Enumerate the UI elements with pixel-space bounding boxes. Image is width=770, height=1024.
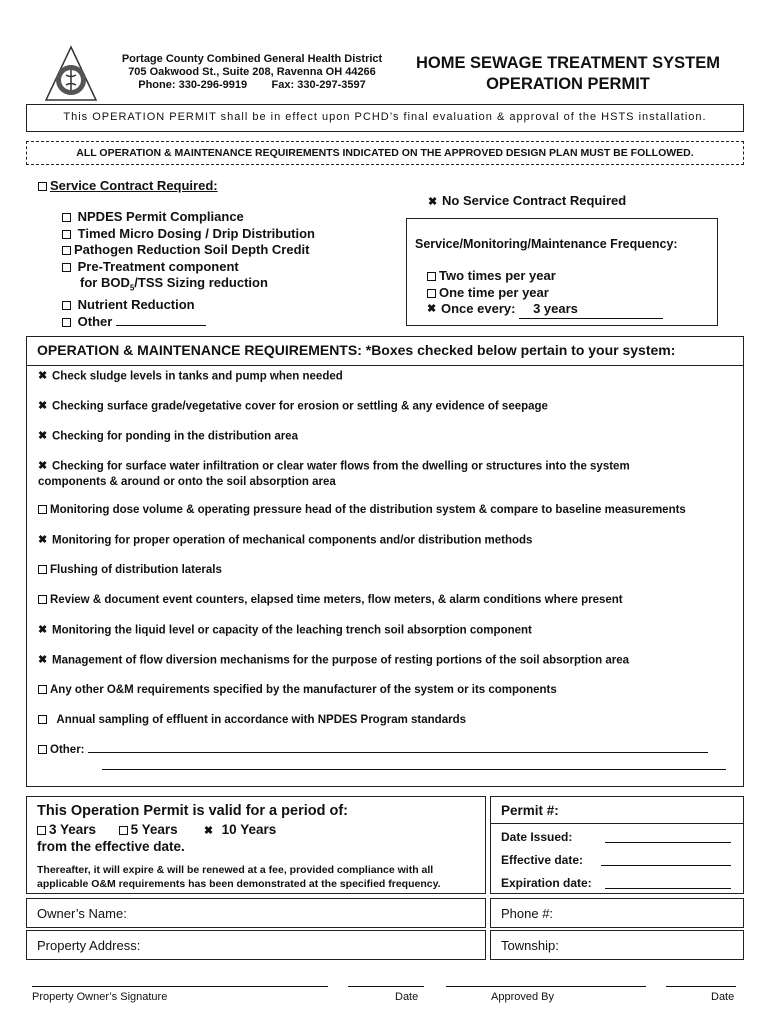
service-items (62, 209, 315, 330)
service-item-other[interactable]: Other (62, 314, 315, 331)
checkbox (38, 745, 47, 754)
checked-x-icon: ✖ (203, 824, 214, 837)
other-line[interactable] (88, 752, 708, 753)
date-line-1[interactable] (348, 986, 424, 987)
date-label-1: Date (395, 991, 419, 1003)
township-label: Township: (501, 938, 559, 953)
checkbox[interactable] (427, 272, 436, 281)
checkbox (38, 505, 47, 514)
checkbox (37, 826, 46, 835)
checked-x-icon: ✖ (38, 624, 48, 636)
org-contact (116, 79, 388, 92)
owner-signature-label: Property Owner’s Signature (32, 991, 168, 1003)
property-address-field[interactable] (26, 930, 486, 960)
opt-3-years[interactable]: 3 Years (37, 822, 96, 837)
checked-x-icon: ✖ (428, 196, 438, 209)
om-item-other[interactable]: Other: (38, 743, 708, 758)
service-item-pathogen[interactable]: Pathogen Reduction Soil Depth Credit (62, 242, 315, 259)
service-item-npdes[interactable]: NPDES Permit Compliance (62, 209, 315, 226)
frequency-box (406, 218, 718, 326)
phone-label: Phone #: (501, 906, 554, 921)
checkbox (38, 565, 47, 574)
org-address: 705 Oakwood St., Suite 208, Ravenna OH 44266 (128, 66, 376, 78)
validity-options (37, 822, 276, 837)
opt-5-years[interactable]: 5 Years (119, 822, 178, 837)
notice-text: This OPERATION PERMIT shall be in effect upon PCHD’s final evaluation & approval of the HSTS installation. (63, 111, 707, 123)
township-field[interactable] (490, 930, 744, 960)
checkbox[interactable] (62, 230, 71, 239)
other-line-2[interactable] (102, 769, 726, 770)
date-line-2[interactable] (666, 986, 736, 987)
checkbox (38, 685, 47, 694)
service-item-micro-dosing[interactable]: Timed Micro Dosing / Drip Distribution (62, 226, 315, 243)
phone-field[interactable] (490, 898, 744, 928)
validity-thereafter: Thereafter, it will expire & will be renewed at a fee, provided compliance with all applicable O&M requirements has been demonstrated at the specified frequency. (37, 864, 441, 890)
om-item[interactable]: Monitoring dose volume & operating pressure head of the distribution system & compare to baseline measurements (38, 503, 686, 518)
page-title-line1: HOME SEWAGE TREATMENT SYSTEM (415, 54, 721, 72)
date-label-2: Date (711, 991, 735, 1003)
om-item[interactable]: Flushing of distribution laterals (38, 563, 222, 578)
checkbox[interactable] (62, 263, 71, 272)
checked-x-icon: ✖ (38, 460, 48, 472)
checked-x-icon: ✖ (38, 430, 48, 442)
other-line[interactable] (116, 325, 206, 326)
checked-x-icon: ✖ (38, 534, 48, 546)
owner-name-label: Owner’s Name: (37, 906, 127, 921)
om-item[interactable]: Any other O&M requirements specified by the manufacturer of the system or its components (38, 683, 557, 698)
banner-box (26, 141, 744, 165)
checked-x-icon: ✖ (38, 400, 48, 412)
frequency-options (427, 268, 663, 319)
service-contract-checkbox[interactable] (38, 182, 47, 191)
om-item[interactable]: ✖ Check sludge levels in tanks and pump when needed (38, 370, 343, 383)
checkbox[interactable] (62, 301, 71, 310)
validity-box (26, 796, 486, 894)
checked-x-icon: ✖ (427, 303, 437, 316)
permit-number-label: Permit #: (501, 803, 559, 818)
checkbox[interactable] (62, 318, 71, 327)
approved-by-label: Approved By (491, 991, 554, 1003)
permit-box (490, 796, 744, 894)
approved-signature-line[interactable] (446, 986, 646, 987)
checkbox[interactable] (62, 246, 71, 255)
om-item[interactable]: ✖ Management of flow diversion mechanisms for the purpose of resting portions of the soil absorption area (38, 654, 629, 667)
validity-title: This Operation Permit is valid for a period of: (37, 803, 348, 819)
checked-x-icon: ✖ (38, 370, 48, 382)
frequency-title: Service/Monitoring/Maintenance Frequency: (415, 237, 678, 251)
no-service-contract[interactable]: ✖ No Service Contract Required (428, 193, 627, 209)
property-address-label: Property Address: (37, 938, 141, 953)
health-district-logo (44, 44, 98, 104)
checkbox (119, 826, 128, 835)
owner-name-field[interactable] (26, 898, 486, 928)
org-name: Portage County Combined General Health District (121, 53, 383, 65)
checkbox (38, 715, 47, 724)
owner-signature-line[interactable] (32, 986, 328, 987)
om-item[interactable]: Review & document event counters, elapsed time meters, flow meters, & alarm conditions where present (38, 593, 623, 608)
service-item-pretreatment[interactable]: Pre-Treatment component (62, 259, 315, 276)
freq-value[interactable]: 3 years (519, 301, 663, 319)
checkbox[interactable] (62, 213, 71, 222)
page-title (398, 53, 738, 95)
date-issued-row[interactable]: Date Issued: (501, 830, 733, 844)
notice-box (26, 104, 744, 132)
om-item[interactable]: ✖ Checking for surface water infiltration or clear water flows from the dwelling or structures into the system components & around or onto the soil absorption area (38, 460, 630, 488)
opt-10-years[interactable]: ✖ 10 Years (203, 822, 277, 837)
om-item[interactable]: ✖ Monitoring the liquid level or capacity of the leaching trench soil absorption component (38, 624, 532, 637)
service-contract-required[interactable]: Service Contract Required: (38, 178, 218, 193)
checkbox (38, 595, 47, 604)
checkbox[interactable] (427, 289, 436, 298)
effective-date-row[interactable]: Effective date: (501, 853, 733, 867)
org-info (116, 53, 388, 92)
om-title: OPERATION & MAINTENANCE REQUIREMENTS: *Boxes checked below pertain to your system: (37, 342, 676, 358)
freq-once-every[interactable]: ✖ Once every: 3 years (427, 301, 663, 319)
freq-two-times[interactable]: Two times per year (427, 268, 663, 285)
om-item[interactable]: ✖ Checking for ponding in the distribution area (38, 430, 298, 443)
page-title-line2: OPERATION PERMIT (486, 75, 650, 93)
om-item[interactable]: Annual sampling of effluent in accordance with NPDES Program standards (38, 713, 466, 728)
expiration-date-row[interactable]: Expiration date: (501, 876, 733, 890)
om-header-box (26, 336, 744, 366)
freq-one-time[interactable]: One time per year (427, 285, 663, 302)
om-item[interactable]: ✖ Checking surface grade/vegetative cover for erosion or settling & any evidence of seepage (38, 400, 548, 413)
permit-number-row (491, 797, 743, 824)
service-item-nutrient[interactable]: Nutrient Reduction (62, 297, 315, 314)
checked-x-icon: ✖ (38, 654, 48, 666)
om-item[interactable]: ✖ Monitoring for proper operation of mechanical components and/or distribution methods (38, 534, 533, 547)
validity-from: from the effective date. (37, 839, 185, 854)
org-phone: Phone: 330-296-9919 (138, 79, 248, 91)
banner-text: ALL OPERATION & MAINTENANCE REQUIREMENTS INDICATED ON THE APPROVED DESIGN PLAN MUST BE FOLLOWED. (76, 147, 694, 159)
org-fax: Fax: 330-297-3597 (271, 79, 366, 91)
service-item-bod: for $BOD_5$/TSS Sizing reduction (80, 275, 268, 293)
